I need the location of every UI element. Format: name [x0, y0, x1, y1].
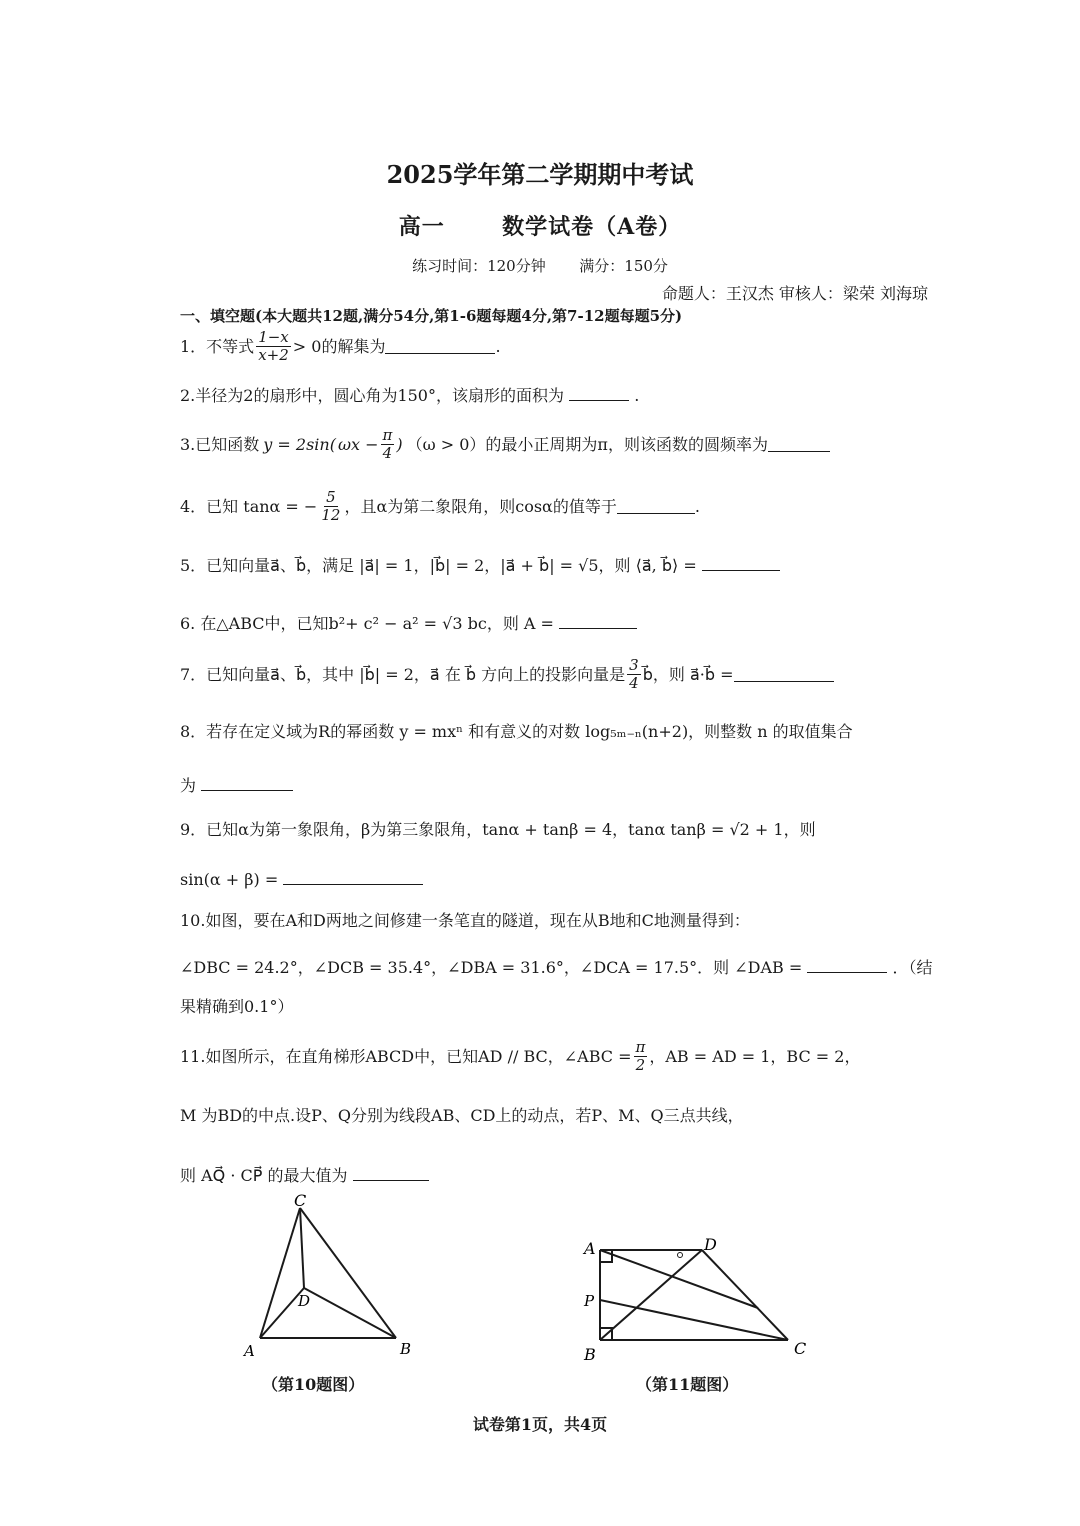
figure-10-caption: （第10题图） [262, 1375, 365, 1394]
q10-line2-end: ．（结 [892, 958, 933, 977]
question-5 [180, 556, 780, 574]
fig11-segment-aq [600, 1250, 758, 1308]
score-label: 满分：150分 [579, 257, 668, 275]
page-footer: 试卷第1页，共4页 [472, 1415, 608, 1434]
q10-line2-text: ∠DBC = 24.2°，∠DCB = 35.4°，∠DBA = 31.6°，∠DCA = 17.5°．则 ∠DAB = [180, 958, 803, 977]
q4-suffix: ，且α为第二象限角，则cosα的值等于 [344, 496, 617, 516]
grade-label: 高一 [398, 214, 445, 240]
fig11-angle-mark [678, 1253, 683, 1258]
question-3 [180, 428, 830, 461]
q6-text: 在△ABC中，已知b²+ c² − a² = √3 bc，则 A = [200, 614, 554, 633]
q7-numerator: 3 [629, 656, 639, 674]
q3-denominator: 4 [382, 444, 393, 462]
q1-answer-blank[interactable] [385, 339, 495, 354]
question-8-line-2 [180, 776, 293, 794]
q1-denominator: x+2 [258, 346, 289, 364]
question-6 [180, 614, 637, 632]
q2-end: . [634, 386, 640, 405]
question-10-line-1: 10.如图，要在A和D两地之间修建一条笔直的隧道，现在从B地和C地测量得到： [180, 911, 750, 930]
fig11-label-p: P [584, 1292, 595, 1310]
q7-fraction [627, 658, 641, 691]
fig11-label-a: A [584, 1239, 596, 1258]
exam-subtitle [0, 210, 1080, 241]
q3-close-paren: ) [396, 434, 403, 454]
q4-answer-blank[interactable] [617, 499, 695, 514]
fig11-edge-dc [702, 1250, 788, 1340]
question-10-line-3: 果精确到0.1°） [180, 997, 294, 1016]
q4-prefix: 4．已知 tanα = − [180, 496, 318, 516]
q8-answer-blank[interactable] [201, 776, 293, 791]
question-11-line-1 [180, 1040, 860, 1073]
q6-number: 6. [180, 614, 196, 633]
fig11-diagonal-bd [600, 1250, 702, 1340]
q3-function-lhs: y = 2sin( [263, 434, 336, 454]
figure-10-diagram [236, 1192, 426, 1364]
fig10-label-b: B [400, 1340, 412, 1358]
fig10-edge-ca [260, 1208, 300, 1338]
q11-line1-post: ，AB = AD = 1，BC = 2， [649, 1046, 861, 1066]
authors-line: 命题人：王汉杰 审核人：梁荣 刘海琼 [661, 284, 928, 303]
fig11-label-b: B [584, 1345, 596, 1364]
q9-answer-blank[interactable] [283, 870, 423, 885]
paper-label: 数学试卷（A卷） [502, 214, 682, 240]
q11-denominator: 2 [635, 1056, 646, 1074]
question-9-line-1: 9．已知α为第一象限角，β为第三象限角，tanα + tanβ = 4，tanα tanβ = √2 + 1，则 [180, 820, 816, 839]
q3-fraction [381, 428, 395, 461]
q4-fraction [319, 490, 342, 523]
q11-line3-text: 则 AQ⃗ · CP⃗ 的最大值为 [180, 1166, 348, 1185]
q7-prefix: 7．已知向量a⃗、b⃗，其中 |b⃗| = 2，a⃗ 在 b⃗ 方向上的投影向量是 [180, 664, 626, 684]
q1-suffix: 的解集为 [321, 336, 386, 356]
q1-numerator: 1−x [258, 328, 289, 346]
q3-answer-blank[interactable] [768, 437, 830, 452]
q1-prefix: 1．不等式 [180, 336, 255, 356]
q7-answer-blank[interactable] [734, 667, 834, 682]
question-9-line-2 [180, 870, 423, 888]
q5-answer-blank[interactable] [702, 556, 780, 571]
question-1 [180, 330, 501, 363]
fig10-label-d: D [298, 1292, 311, 1310]
figure-11-caption: （第11题图） [636, 1375, 739, 1394]
question-11-line-3 [180, 1166, 429, 1184]
question-10-line-2 [180, 958, 933, 976]
q2-answer-blank[interactable] [569, 386, 629, 401]
q3-inner: ωx − [337, 434, 379, 454]
fig10-edge-cb [300, 1208, 396, 1338]
q5-text: 5．已知向量a⃗、b⃗，满足 |a⃗| = 1，|b⃗| = 2，|a⃗ + b⃗| = √5，则 ⟨a⃗, b⃗⟩ = [180, 556, 697, 575]
q7-denominator: 4 [629, 674, 639, 692]
q3-condition: （ω > 0）的最小正周期为π，则该函数的圆频率为 [406, 434, 768, 454]
exam-title: 2025学年第二学期期中考试 [386, 160, 694, 189]
q11-numerator: π [635, 1038, 646, 1056]
figure-11-diagram [580, 1230, 820, 1365]
fig11-label-c: C [794, 1339, 807, 1358]
question-8-line-1: 8．若存在定义域为R的幂函数 y = mxⁿ 和有意义的对数 log₅ₘ₋ₙ(n+2)，则整数 n 的取值集合 [180, 722, 853, 741]
fig10-edge-cd [300, 1208, 304, 1288]
q8-line2-text: 为 [180, 776, 197, 795]
fig11-label-d: D [704, 1235, 717, 1254]
q11-line1-pre: 11.如图所示，在直角梯形ABCD中，已知AD // BC，∠ABC = [180, 1046, 632, 1066]
q4-numerator: 5 [326, 488, 336, 506]
q7-suffix: b⃗，则 a⃗·b⃗ = [642, 664, 734, 684]
fig10-edge-db [304, 1288, 396, 1338]
q1-fraction [256, 330, 291, 363]
time-label: 练习时间：120分钟 [412, 257, 546, 275]
q10-answer-blank[interactable] [807, 958, 887, 973]
question-7 [180, 658, 834, 691]
q3-numerator: π [382, 426, 393, 444]
section-heading: 一、填空题(本大题共12题,满分54分,第1-6题每题4分,第7-12题每题5分) [180, 307, 683, 325]
fig11-segment-pc [600, 1300, 788, 1340]
fig10-label-a: A [244, 1342, 255, 1360]
question-4 [180, 490, 700, 523]
fig10-label-c: C [294, 1192, 307, 1210]
q2-text: 2.半径为2的扇形中，圆心角为150°，该扇形的面积为 [180, 386, 564, 405]
q6-answer-blank[interactable] [559, 614, 637, 629]
q4-denominator: 12 [321, 506, 341, 524]
q3-prefix: 3.已知函数 [180, 434, 260, 454]
exam-meta [0, 255, 1080, 276]
q4-end: . [694, 496, 700, 516]
question-11-line-2: M 为BD的中点.设P、Q分别为线段AB、CD上的动点，若P、M、Q三点共线， [180, 1106, 744, 1125]
q11-fraction [634, 1040, 648, 1073]
q11-answer-blank[interactable] [353, 1166, 429, 1181]
question-2 [180, 386, 639, 404]
q1-relation: > 0 [292, 336, 322, 356]
q9-line2-text: sin(α + β) = [180, 870, 279, 889]
q1-end: . [495, 336, 501, 356]
